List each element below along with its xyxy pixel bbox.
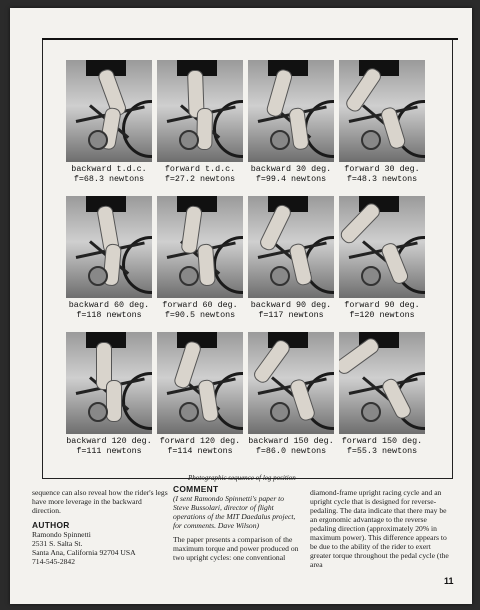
photo-caption-label: backward 120 deg. f=111 newtons: [66, 436, 152, 456]
photo-caption-label: backward 150 deg. f=86.0 newtons: [248, 436, 334, 456]
comment-note: (I sent Ramondo Spinnetti's paper to Steve Bussolari, director of flight operations of the MIT Daedalus project, for comments. Dave Wilson): [173, 494, 296, 530]
comment-heading: COMMENT: [173, 484, 219, 494]
leg-position-photo: [248, 332, 334, 434]
photo-panel: [248, 332, 334, 456]
photo-caption-label: backward 90 deg. f=117 newtons: [250, 300, 332, 320]
photo-caption-label: forward t.d.c. f=27.2 newtons: [164, 164, 236, 184]
right-column: [310, 488, 450, 569]
photo-caption-label: backward 60 deg. f=118 newtons: [68, 300, 150, 320]
leg-position-photo: [66, 196, 152, 298]
leg-position-photo: [66, 332, 152, 434]
photo-grid: [66, 60, 426, 456]
photo-panel: [248, 60, 334, 184]
photo-caption-label: forward 60 deg. f=90.5 newtons: [162, 300, 238, 320]
photo-caption-label: forward 120 deg. f=114 newtons: [159, 436, 241, 456]
right-column-text: diamond-frame upright racing cycle and an upright cycle that is designed for reverse-pedaling. The data indicate that there may be an ergonomic advantage to the reverse pedaling direction (approximately 20% in maximum power). This difference appears to be due to the ability of the rider to exert greater torque throughout the pedal cycle (the area: [310, 488, 449, 569]
leg-position-photo: [157, 332, 243, 434]
photo-panel: [66, 196, 152, 320]
leg-position-photo: [157, 60, 243, 162]
author-name: Ramondo Spinnetti: [32, 530, 91, 539]
photo-caption-label: backward t.d.c. f=68.3 newtons: [71, 164, 147, 184]
photo-caption: Photographic sequence of leg position: [188, 474, 296, 482]
leg-position-photo: [66, 60, 152, 162]
comment-body: The paper presents a comparison of the maximum torque and power produced on two upright cycles: one conventional: [173, 535, 299, 562]
magazine-page: [10, 8, 472, 604]
intro-text: sequence can also reveal how the rider's legs have more leverage in the backward direction.: [32, 488, 168, 515]
photo-panel: [339, 60, 425, 184]
top-rule: [42, 38, 458, 40]
photo-panel: [66, 60, 152, 184]
leg-position-photo: [339, 332, 425, 434]
page-number: 11: [444, 576, 454, 586]
photo-panel: [248, 196, 334, 320]
photo-caption-label: forward 30 deg. f=48.3 newtons: [344, 164, 420, 184]
leg-position-photo: [339, 60, 425, 162]
photo-panel: [157, 196, 243, 320]
left-column: [32, 488, 172, 566]
photo-panel: [157, 332, 243, 456]
photo-caption-label: forward 150 deg. f=55.3 newtons: [341, 436, 423, 456]
author-street: 2531 S. Salta St.: [32, 539, 83, 548]
photo-panel: [157, 60, 243, 184]
photo-panel: [66, 332, 152, 456]
leg-position-photo: [248, 60, 334, 162]
figure-right-border: [452, 40, 453, 478]
leg-position-photo: [339, 196, 425, 298]
figure-left-border: [42, 40, 43, 478]
author-phone: 714-545-2842: [32, 557, 76, 566]
photo-panel: [339, 332, 425, 456]
leg-position-photo: [248, 196, 334, 298]
photo-panel: [339, 196, 425, 320]
author-city: Santa Ana, California 92704 USA: [32, 548, 136, 557]
middle-column: [173, 485, 301, 562]
author-heading: AUTHOR: [32, 520, 70, 530]
leg-position-photo: [157, 196, 243, 298]
photo-caption-label: forward 90 deg. f=120 newtons: [344, 300, 420, 320]
photo-caption-label: backward 30 deg. f=99.4 newtons: [250, 164, 332, 184]
